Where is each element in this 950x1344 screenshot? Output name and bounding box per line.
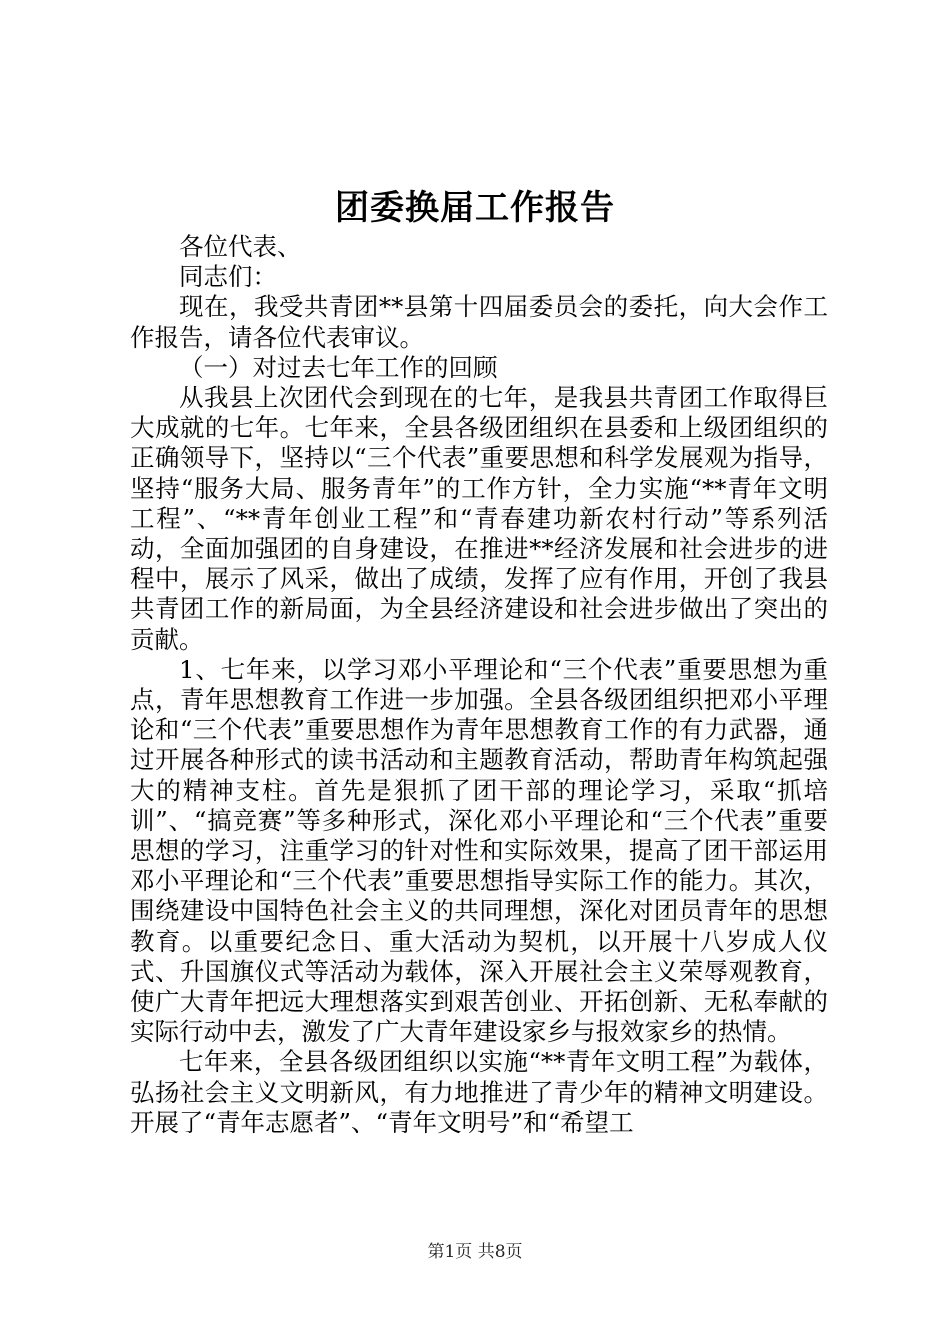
- document-title: 团委换届工作报告: [335, 188, 615, 228]
- page-number-footer: 第1页 共8页: [427, 1242, 523, 1262]
- body-paragraph: 1、七年来，以学习邓小平理论和“三个代表”重要思想为重点，青年思想教育工作进一步加强。全县各级团组织把邓小平理论和“三个代表”重要思想作为青年思想教育工作的有力武器，通过开展各种形式的读书活动和主题教育活动，帮助青年构筑起强大的精神支柱。首先是狠抓了团干部的理论学习，采取“抓培训”、“搞竞赛”等多种形式，深化邓小平理论和“三个代表”重要思想的学习，注重学习的针对性和实际效果，提高了团干部运用邓小平理论和“三个代表”重要思想指导实际工作的能力。其次，围绕建设中国特色社会主义的共同理想，深化对团员青年的思想教育。以重要纪念日、重大活动为契机，以开展十八岁成人仪式、升国旗仪式等活动为载体，深入开展社会主义荣辱观教育，使广大青年把远大理想落实到艰苦创业、开拓创新、无私奉献的实际行动中去，激发了广大青年建设家乡与报效家乡的热情。: [130, 654, 828, 1047]
- opening-paragraph: 现在，我受共青团**县第十四届委员会的委托，向大会作工作报告，请各位代表审议。: [130, 292, 828, 352]
- section-heading: （一）对过去七年工作的回顾: [179, 352, 498, 382]
- document-body: [130, 232, 828, 1138]
- body-paragraph: 七年来，全县各级团组织以实施“**青年文明工程”为载体，弘扬社会主义文明新风，有力地推进了青少年的精神文明建设。开展了“青年志愿者”、“青年文明号”和“希望工: [130, 1047, 828, 1137]
- salutation-line-1: 各位代表、: [179, 232, 302, 261]
- body-paragraph: 从我县上次团代会到现在的七年，是我县共青团工作取得巨大成就的七年。七年来，全县各级团组织在县委和上级团组织的正确领导下，坚持以“三个代表”重要思想和科学发展观为指导，坚持“服务大局、服务青年”的工作方针，全力实施“**青年文明工程”、“**青年创业工程”和“青春建功新农村行动”等系列活动，全面加强团的自身建设，在推进**经济发展和社会进步的进程中，展示了风采，做出了成绩，发挥了应有作用，开创了我县共青团工作的新局面，为全县经济建设和社会进步做出了突出的贡献。: [130, 383, 828, 654]
- salutation-line-2: 同志们：: [179, 262, 277, 292]
